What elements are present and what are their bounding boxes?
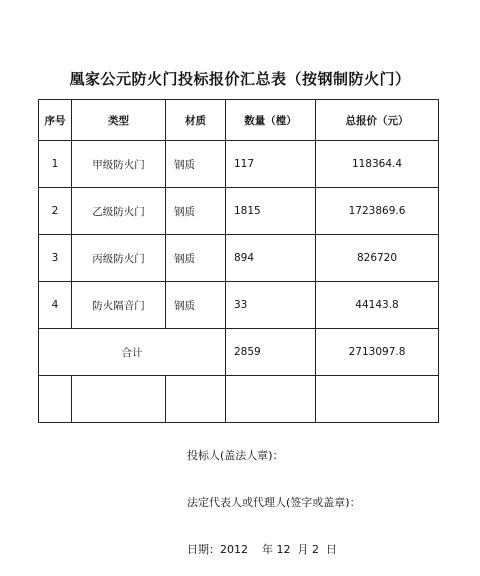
- cell-no: 1: [39, 141, 72, 188]
- cell-qty: 1815: [226, 188, 316, 235]
- table-row: [39, 188, 439, 235]
- header-no: 序号: [39, 100, 72, 141]
- table-empty-row: [39, 376, 439, 423]
- cell-qty: 894: [226, 235, 316, 282]
- header-price: 总报价（元）: [316, 100, 439, 141]
- table-row: [39, 282, 439, 329]
- cell-type: 甲级防火门: [72, 141, 166, 188]
- cell-material: 钢质: [166, 235, 226, 282]
- header-qty: 数量（樘）: [226, 100, 316, 141]
- representative-signature-line: 法定代表人或代理人(签字或盖章)：: [187, 496, 361, 509]
- bid-summary-table: [38, 99, 439, 423]
- cell-price: 118364.4: [316, 141, 439, 188]
- cell-no: 3: [39, 235, 72, 282]
- cell-type: 防火隔音门: [72, 282, 166, 329]
- cell-empty: [39, 376, 72, 423]
- cell-material: 钢质: [166, 141, 226, 188]
- cell-qty: 117: [226, 141, 316, 188]
- table-row: [39, 235, 439, 282]
- cell-empty: [166, 376, 226, 423]
- cell-total-label: 合计: [39, 329, 226, 376]
- cell-total-price: 2713097.8: [316, 329, 439, 376]
- date-line: 日期：2012 年 12 月 2 日: [187, 543, 337, 556]
- cell-empty: [316, 376, 439, 423]
- table-header-row: [39, 100, 439, 141]
- table-total-row: [39, 329, 439, 376]
- cell-empty: [226, 376, 316, 423]
- cell-total-qty: 2859: [226, 329, 316, 376]
- header-material: 材质: [166, 100, 226, 141]
- cell-type: 乙级防火门: [72, 188, 166, 235]
- cell-type: 丙级防火门: [72, 235, 166, 282]
- bidder-signature-line: 投标人(盖法人章)：: [187, 449, 284, 462]
- document-title: 凰家公元防火门投标报价汇总表（按钢制防火门）: [69, 70, 411, 88]
- cell-material: 钢质: [166, 282, 226, 329]
- header-type: 类型: [72, 100, 166, 141]
- cell-no: 4: [39, 282, 72, 329]
- cell-price: 826720: [316, 235, 439, 282]
- cell-price: 1723869.6: [316, 188, 439, 235]
- table-row: [39, 141, 439, 188]
- cell-price: 44143.8: [316, 282, 439, 329]
- cell-qty: 33: [226, 282, 316, 329]
- cell-empty: [72, 376, 166, 423]
- cell-material: 钢质: [166, 188, 226, 235]
- cell-no: 2: [39, 188, 72, 235]
